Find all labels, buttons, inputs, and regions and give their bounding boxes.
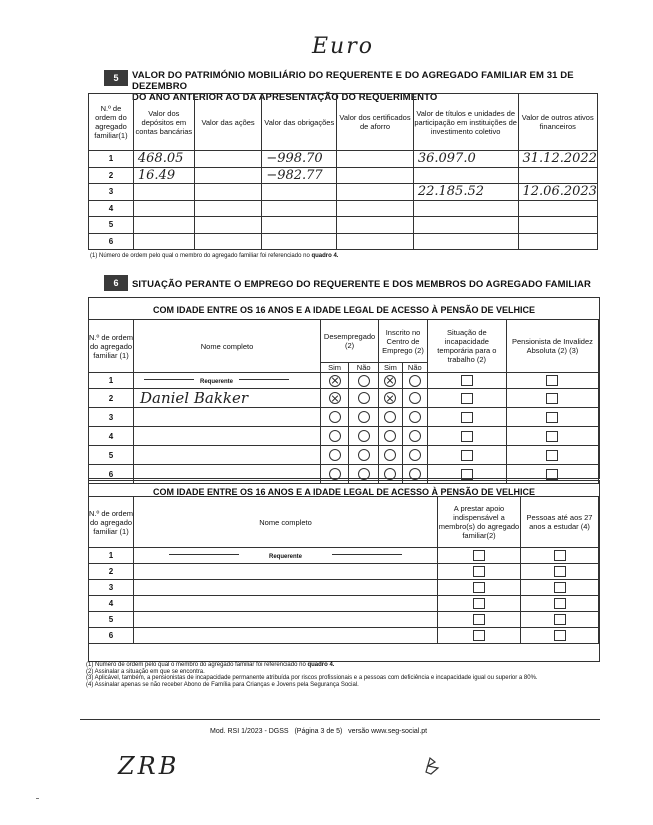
unemployed-no-radio[interactable] [358, 392, 370, 404]
registered-no-radio[interactable] [409, 375, 421, 387]
footnote-text: (2) Assinalar a situação em que se encontra. [86, 668, 205, 675]
titles-cell[interactable] [413, 184, 518, 201]
student-checkbox[interactable] [554, 614, 566, 625]
obligations-cell[interactable] [262, 151, 337, 168]
support-checkbox[interactable] [473, 630, 485, 641]
support-row [89, 596, 599, 612]
obligations-cell-value [262, 201, 266, 216]
securities-row [89, 233, 598, 250]
employment-table-2 [88, 496, 599, 644]
pensioner-cell [506, 408, 598, 427]
full-name-value [134, 408, 140, 426]
section-5-title-line1: VALOR DO PATRIMÓNIO MOBILIÁRIO DO REQUERENTE E DO AGREGADO FAMILIAR EM 31 DE DEZEMBRO [132, 70, 574, 92]
shares-cell[interactable] [194, 184, 262, 201]
incapacity-cell [427, 389, 506, 408]
student-cell [521, 548, 599, 564]
t1-header-unemployed-yes: Sim [321, 363, 349, 373]
row-number-value: 4 [108, 203, 114, 213]
other-assets-cell[interactable] [518, 167, 598, 184]
row-number: 6 [89, 465, 134, 484]
full-name-cell[interactable] [134, 408, 321, 427]
footnote-text: (1) Número de ordem pelo qual o membro do agregado familiar foi referenciado no [86, 662, 308, 668]
support-row [89, 628, 599, 644]
obligations-cell[interactable] [262, 200, 337, 217]
obligations-cell-value [262, 234, 266, 249]
securities-table [88, 93, 598, 250]
deposits-cell[interactable] [133, 151, 194, 168]
unemployed-yes-radio[interactable] [329, 449, 341, 461]
full-name-cell[interactable] [134, 612, 438, 628]
full-name-cell[interactable] [134, 628, 438, 644]
section-5-title-line2: DO ANO ANTERIOR AO DA APRESENTAÇÃO DO REQUERIMENTO [132, 92, 438, 103]
full-name-cell[interactable] [134, 427, 321, 446]
support-cell [438, 612, 521, 628]
shares-cell[interactable] [194, 217, 262, 234]
certificates-cell[interactable] [337, 233, 414, 250]
incapacity-cell [427, 408, 506, 427]
employment-table-panel-1 [88, 297, 600, 479]
section-6-title: SITUAÇÃO PERANTE O EMPREGO DO REQUERENTE E DOS MEMBROS DO AGREGADO FAMILIAR [132, 279, 591, 290]
page-footer [210, 728, 427, 735]
employment-row [89, 427, 599, 446]
registered-yes-cell [379, 389, 403, 408]
unemployed-no-radio[interactable] [358, 375, 370, 387]
incapacity-checkbox[interactable] [461, 412, 473, 423]
deposits-cell[interactable] [133, 184, 194, 201]
footer-line [80, 719, 600, 720]
unemployed-yes-cell [321, 427, 349, 446]
incapacity-checkbox[interactable] [461, 393, 473, 404]
signature-mark [418, 752, 444, 778]
incapacity-checkbox[interactable] [461, 469, 473, 480]
pensioner-cell [506, 373, 598, 389]
row-number [89, 233, 134, 250]
unemployed-no-radio[interactable] [358, 411, 370, 423]
full-name-cell[interactable] [134, 564, 438, 580]
unemployed-yes-radio[interactable] [329, 430, 341, 442]
handwritten-initials: ZRB [118, 752, 180, 780]
incapacity-cell [427, 446, 506, 465]
row-number-value: 2 [108, 170, 114, 180]
t1-header-order-number: N.º de ordem do agregado familiar (1) [89, 320, 134, 373]
unemployed-yes-radio[interactable] [329, 375, 341, 387]
t1-header-pensioner: Pensionista de Invalidez Absoluta (2) (3) [506, 320, 598, 373]
other-assets-cell-value [519, 201, 523, 216]
support-checkbox[interactable] [473, 598, 485, 609]
titles-cell[interactable] [413, 217, 518, 234]
obligations-cell[interactable] [262, 184, 337, 201]
employment-row [89, 446, 599, 465]
header-investment-titles: Valor de títulos e unidades de participação em instituições de investimento coletivo [413, 94, 518, 151]
support-checkbox[interactable] [473, 550, 485, 561]
footer-page: (Página 3 de 5) [294, 728, 343, 735]
t2-header-order-number: N.º de ordem do agregado familiar (1) [89, 497, 134, 548]
unemployed-yes-cell [321, 446, 349, 465]
support-cell [438, 628, 521, 644]
header-order-number: N.º de ordem do agregado familiar(1) [89, 94, 134, 151]
deposits-cell[interactable] [133, 167, 194, 184]
footnote-text: (3) Aplicável, também, a pensionistas de incapacidade permanente atribuída por riscos profissionais e a pessoas com deficiência e incapacidade igual ou superior a 80%. [86, 675, 538, 682]
footnote [86, 669, 598, 676]
footnote-text: (4) Assinalar apenas se não receber Abono de Família para Crianças e Jovens pela Segurança Social. [86, 681, 359, 688]
certificates-cell[interactable] [337, 200, 414, 217]
deposits-cell[interactable] [133, 233, 194, 250]
student-checkbox[interactable] [554, 630, 566, 641]
row-number-value: 6 [108, 236, 114, 246]
unemployed-yes-cell [321, 408, 349, 427]
other-assets-cell-value [519, 217, 523, 232]
unemployed-yes-radio[interactable] [329, 411, 341, 423]
section-5-footnote: (1) Número de ordem pelo qual o membro do agregado familiar foi referenciado no quadro 4. [90, 253, 339, 259]
titles-cell-value: 22.185.52 [417, 184, 484, 200]
unemployed-yes-radio[interactable] [329, 392, 341, 404]
header-deposits: Valor dos depósitos em contas bancárias [133, 94, 194, 151]
other-assets-cell[interactable] [518, 233, 598, 250]
deposits-cell-value [134, 201, 138, 216]
pensioner-cell [506, 446, 598, 465]
unemployed-no-cell [349, 408, 379, 427]
header-shares: Valor das ações [194, 94, 262, 151]
pensioner-checkbox[interactable] [546, 412, 558, 423]
unemployed-yes-cell [321, 373, 349, 389]
registered-no-cell [402, 446, 427, 465]
pensioner-checkbox[interactable] [546, 431, 558, 442]
certificates-cell[interactable] [337, 217, 414, 234]
requerente-label: Requerente [200, 379, 234, 385]
deposits-cell-value [134, 217, 138, 232]
row-number: 4 [89, 427, 134, 446]
header-obligations: Valor das obrigações [262, 94, 337, 151]
footer-model: Mod. RSI 1/2023 - DGSS [210, 728, 289, 735]
support-cell [438, 564, 521, 580]
footnote-bold: quadro 4. [307, 662, 335, 668]
t1-header-unemployed-no: Não [349, 363, 379, 373]
other-assets-cell[interactable] [518, 151, 598, 168]
t1-header-registered-no: Não [402, 363, 427, 373]
incapacity-checkbox[interactable] [461, 375, 473, 386]
other-assets-cell[interactable] [518, 184, 598, 201]
unemployed-no-radio[interactable] [358, 430, 370, 442]
student-cell [521, 596, 599, 612]
titles-cell-value [414, 217, 418, 232]
registered-no-cell [402, 408, 427, 427]
registered-no-radio[interactable] [409, 411, 421, 423]
t2-header-support: A prestar apoio indispensável a membro(s) do agregado familiar(2) [438, 497, 521, 548]
full-name-cell[interactable] [134, 446, 321, 465]
row-number: 2 [89, 564, 134, 580]
registered-no-radio[interactable] [409, 430, 421, 442]
t1-header-incapacity: Situação de incapacidade temporária para o trabalho (2) [427, 320, 506, 373]
student-checkbox[interactable] [554, 582, 566, 593]
t2-header-name: Nome completo [134, 497, 438, 548]
row-number: 3 [89, 580, 134, 596]
deposits-cell-value: 468.05 [137, 151, 184, 167]
obligations-cell[interactable] [262, 233, 337, 250]
certificates-cell[interactable] [337, 151, 414, 168]
student-checkbox[interactable] [554, 566, 566, 577]
pensioner-cell [506, 427, 598, 446]
titles-cell-value: 36.097.0 [417, 151, 476, 167]
row-number-value: 3 [108, 187, 114, 197]
full-name-value: Daniel Bakker [140, 389, 249, 407]
pensioner-cell [506, 389, 598, 408]
deposits-cell[interactable] [133, 217, 194, 234]
handwritten-currency-note: Euro [312, 34, 374, 59]
footnote [86, 662, 598, 669]
registered-yes-cell [379, 446, 403, 465]
registered-no-cell [402, 373, 427, 389]
header-savings-certificates: Valor dos certificados de aforro [337, 94, 414, 151]
requerente-label: Requerente [268, 554, 302, 560]
unemployed-yes-radio[interactable] [329, 468, 341, 480]
certificates-cell[interactable] [337, 184, 414, 201]
table1-subtitle: COM IDADE ENTRE OS 16 ANOS E A IDADE LEGAL DE ACESSO À PENSÃO DE VELHICE [152, 305, 536, 315]
registered-yes-radio[interactable] [384, 468, 396, 480]
section-6-number: 6 [104, 275, 128, 291]
registered-no-radio[interactable] [409, 468, 421, 480]
header-other-assets: Valor de outros ativos financeiros [518, 94, 598, 151]
row-number: 1 [89, 548, 134, 564]
titles-cell-value [414, 168, 418, 183]
row-number [89, 217, 134, 234]
footnote [86, 682, 598, 689]
row-number [89, 184, 134, 201]
row-number [89, 167, 134, 184]
other-assets-cell[interactable] [518, 217, 598, 234]
section-5-number: 5 [104, 70, 128, 86]
registered-no-cell [402, 389, 427, 408]
incapacity-cell [427, 427, 506, 446]
row-number: 5 [89, 446, 134, 465]
t2-header-students: Pessoas até aos 27 anos a estudar (4) [521, 497, 599, 548]
obligations-cell-value [262, 217, 266, 232]
full-name-cell[interactable] [134, 548, 438, 564]
securities-table-header [89, 94, 598, 151]
support-row [89, 612, 599, 628]
registered-no-cell [402, 427, 427, 446]
incapacity-checkbox[interactable] [461, 450, 473, 461]
support-row [89, 564, 599, 580]
obligations-cell-value [262, 184, 266, 199]
pensioner-checkbox[interactable] [546, 469, 558, 480]
other-assets-cell-value [519, 234, 523, 249]
student-checkbox[interactable] [554, 550, 566, 561]
footer-site: versão www.seg-social.pt [348, 728, 428, 735]
registered-yes-cell [379, 427, 403, 446]
registered-yes-cell [379, 373, 403, 389]
row-number: 6 [89, 628, 134, 644]
unemployed-no-cell [349, 427, 379, 446]
shares-cell[interactable] [194, 151, 262, 168]
pensioner-checkbox[interactable] [546, 450, 558, 461]
pensioner-checkbox[interactable] [546, 375, 558, 386]
titles-cell-value [414, 201, 418, 216]
titles-cell[interactable] [413, 167, 518, 184]
full-name-cell[interactable] [134, 580, 438, 596]
obligations-cell-value: −982.77 [266, 167, 323, 183]
registered-yes-radio[interactable] [384, 449, 396, 461]
pensioner-checkbox[interactable] [546, 393, 558, 404]
row-number [89, 151, 134, 168]
student-cell [521, 580, 599, 596]
titles-cell-value [414, 234, 418, 249]
obligations-cell[interactable] [262, 217, 337, 234]
deposits-cell[interactable] [133, 200, 194, 217]
incapacity-checkbox[interactable] [461, 431, 473, 442]
support-checkbox[interactable] [473, 566, 485, 577]
registered-yes-cell [379, 408, 403, 427]
registered-yes-radio[interactable] [384, 375, 396, 387]
employment-row [89, 373, 599, 389]
unemployed-no-cell [349, 446, 379, 465]
deposits-cell-value: 16.49 [137, 167, 176, 183]
full-name-value [134, 427, 140, 445]
full-name-cell[interactable] [134, 596, 438, 612]
deposits-cell-value [134, 234, 138, 249]
obligations-cell-value: −998.70 [266, 151, 323, 167]
t1-header-registered: Inscrito no Centro de Emprego (2) [379, 320, 428, 363]
other-assets-cell[interactable] [518, 200, 598, 217]
unemployed-no-radio[interactable] [358, 468, 370, 480]
full-name-cell[interactable] [134, 373, 321, 389]
support-cell [438, 548, 521, 564]
shares-cell[interactable] [194, 167, 262, 184]
support-row [89, 548, 599, 564]
support-checkbox[interactable] [473, 582, 485, 593]
row-number-value: 1 [108, 154, 114, 164]
other-assets-cell-value: 12.06.2023 [522, 184, 597, 200]
student-checkbox[interactable] [554, 598, 566, 609]
securities-row [89, 151, 598, 168]
student-cell [521, 628, 599, 644]
registered-yes-radio[interactable] [384, 430, 396, 442]
row-number: 2 [89, 389, 134, 408]
support-cell [438, 596, 521, 612]
deposits-cell-value [134, 184, 138, 199]
support-cell [438, 580, 521, 596]
student-cell [521, 612, 599, 628]
registered-no-radio[interactable] [409, 449, 421, 461]
support-checkbox[interactable] [473, 614, 485, 625]
other-assets-cell-value [519, 168, 523, 183]
unemployed-no-cell [349, 373, 379, 389]
t1-header-registered-yes: Sim [379, 363, 403, 373]
securities-row [89, 217, 598, 234]
scan-dot [36, 798, 39, 799]
securities-row [89, 200, 598, 217]
t1-header-unemployed: Desempregado (2) [321, 320, 379, 363]
full-name-cell[interactable] [134, 389, 321, 408]
titles-cell[interactable] [413, 200, 518, 217]
employment-table-panel-2 [88, 480, 600, 662]
full-name-value [134, 446, 140, 464]
unemployed-no-radio[interactable] [358, 449, 370, 461]
employment-table-1 [88, 319, 599, 484]
footnote [86, 675, 598, 682]
row-number: 3 [89, 408, 134, 427]
employment-row [89, 389, 599, 408]
row-number: 5 [89, 612, 134, 628]
titles-cell[interactable] [413, 151, 518, 168]
row-number: 4 [89, 596, 134, 612]
row-number-value: 5 [108, 220, 114, 230]
registered-yes-radio[interactable] [384, 392, 396, 404]
unemployed-yes-cell [321, 389, 349, 408]
t1-header-name: Nome completo [134, 320, 321, 373]
other-assets-cell-value: 31.12.2022 [522, 151, 597, 167]
shares-cell[interactable] [194, 200, 262, 217]
obligations-cell[interactable] [262, 167, 337, 184]
unemployed-no-cell [349, 389, 379, 408]
section-6-footnotes [86, 662, 598, 688]
registered-no-radio[interactable] [409, 392, 421, 404]
support-row [89, 580, 599, 596]
titles-cell[interactable] [413, 233, 518, 250]
row-number: 1 [89, 373, 134, 389]
student-cell [521, 564, 599, 580]
incapacity-cell [427, 373, 506, 389]
registered-yes-radio[interactable] [384, 411, 396, 423]
employment-row [89, 408, 599, 427]
shares-cell[interactable] [194, 233, 262, 250]
table2-subtitle: COM IDADE ENTRE OS 16 ANOS E A IDADE LEGAL DE ACESSO À PENSÃO DE VELHICE [152, 487, 536, 497]
securities-row [89, 167, 598, 184]
certificates-cell[interactable] [337, 167, 414, 184]
row-number [89, 200, 134, 217]
securities-row [89, 184, 598, 201]
